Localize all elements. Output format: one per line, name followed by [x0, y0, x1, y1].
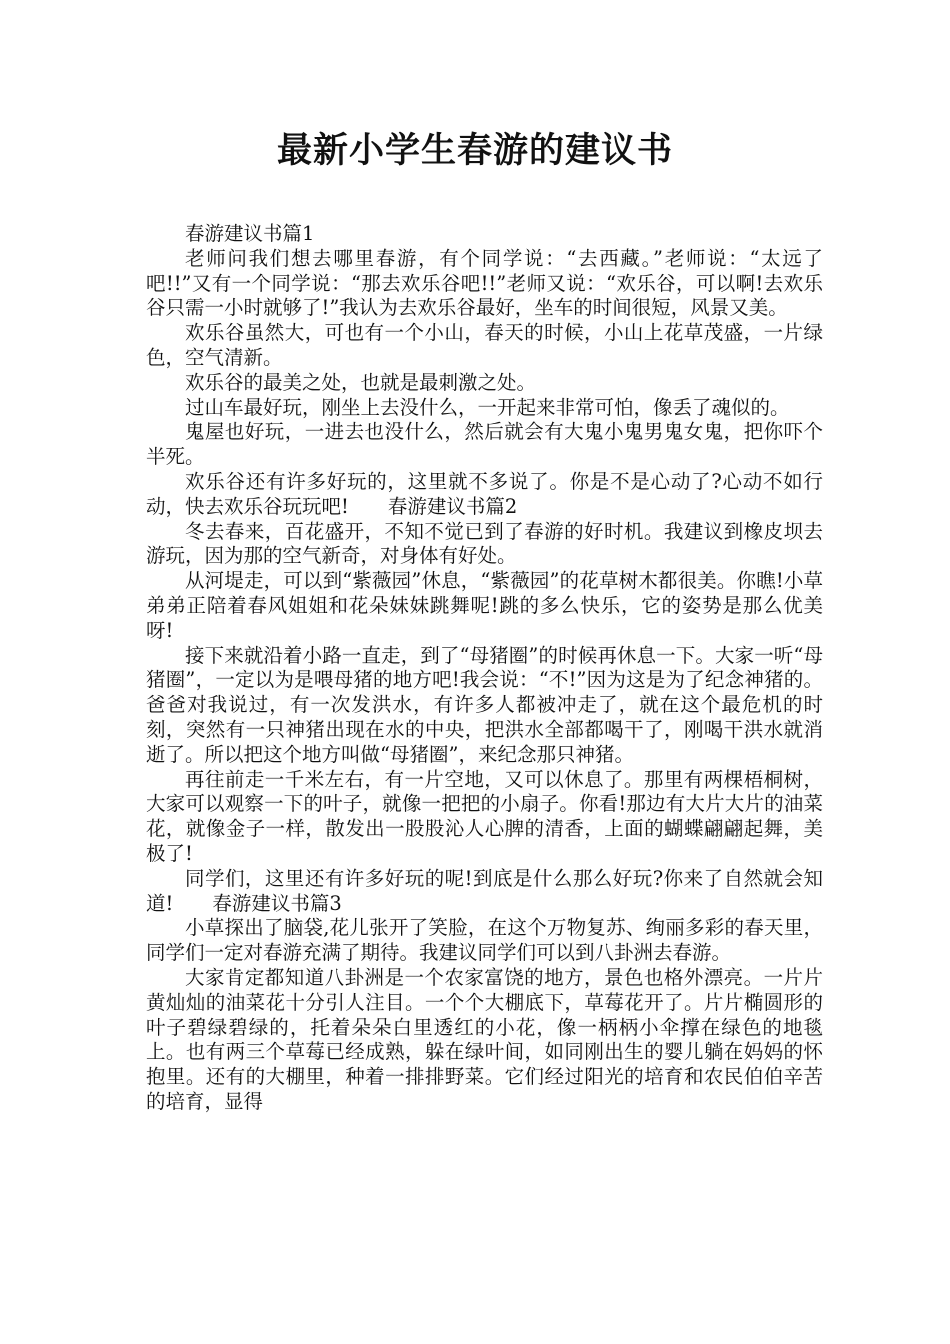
document-body: [146, 222, 823, 1115]
paragraph: 从河堤走，可以到“紫薇园”休息，“紫薇园”的花草树木都很美。你瞧!小草弟弟正陪着春风姐姐和花朵妹妹跳舞呢!跳的多么快乐，它的姿势是那么优美呀!: [146, 569, 823, 642]
paragraph-text: 欢乐谷还有许多好玩的，这里就不多说了。你是不是心动了?心动不如行动，快去欢乐谷玩玩吧!: [146, 469, 823, 518]
paragraph-with-heading: [146, 867, 823, 917]
paragraph: 欢乐谷虽然大，可也有一个小山，春天的时候，小山上花草茂盛，一片绿色，空气清新。: [146, 321, 823, 369]
paragraph: 大家肯定都知道八卦洲是一个农家富饶的地方，景色也格外漂亮。一片片黄灿灿的油菜花十分引人注目。一个个大棚底下，草莓花开了。片片椭圆形的叶子碧绿碧绿的，托着朵朵白里透红的小花，像一柄柄小伞撑在绿色的地毯上。也有两三个草莓已经成熟，躲在绿叶间，如同刚出生的婴儿躺在妈妈的怀抱里。还有的大棚里，种着一排排野菜。它们经过阳光的培育和农民伯伯辛苦的培育，显得: [146, 965, 823, 1113]
paragraph: 老师问我们想去哪里春游，有个同学说：“去西藏。”老师说：“太远了吧!!”又有一个同学说：“那去欢乐谷吧!!”老师又说：“欢乐谷，可以啊!去欢乐谷只需一小时就够了!”我认为去欢乐谷最好，坐车的时间很短，风景又美。: [146, 246, 823, 320]
section-heading: 春游建议书篇3: [212, 891, 342, 915]
paragraph: 欢乐谷的最美之处，也就是最刺激之处。: [185, 370, 537, 394]
paragraph: 冬去春来，百花盛开，不知不觉已到了春游的好时机。我建议到橡皮坝去游玩，因为那的空气新奇，对身体有好处。: [146, 519, 823, 568]
paragraph-text: 同学们，这里还有许多好玩的呢!到底是什么那么好玩?你来了自然就会知道!: [146, 866, 823, 915]
paragraph: 再往前走一千米左右，有一片空地，又可以休息了。那里有两棵梧桐树，大家可以观察一下的叶子，就像一把把的小扇子。你看!那边有大片大片的油菜花，就像金子一样，散发出一股股沁人心脾的清香，上面的蝴蝶翩翩起舞，美极了!: [146, 767, 823, 865]
paragraph: 接下来就沿着小路一直走，到了“母猪圈”的时候再休息一下。大家一听“母猪圈”，一定以为是喂母猪的地方吧!我会说：“不!”因为这是为了纪念神猪的。爸爸对我说过，有一次发洪水，有许多人都被冲走了，就在这个最危机的时刻，突然有一只神猪出现在水的中央，把洪水全部都喝干了，刚喝干洪水就消逝了。所以把这个地方叫做“母猪圈”，来纪念那只神猪。: [146, 643, 823, 766]
page-title: 最新小学生春游的建议书: [276, 131, 673, 171]
section-heading: 春游建议书篇2: [387, 494, 518, 518]
paragraph: 鬼屋也好玩，一进去也没什么，然后就会有大鬼小鬼男鬼女鬼，把你吓个半死。: [146, 420, 823, 469]
section-heading: 春游建议书篇1: [185, 222, 315, 245]
paragraph: 过山车最好玩，刚坐上去没什么，一开起来非常可怕，像丢了魂似的。: [185, 395, 790, 419]
paragraph-with-heading: [146, 470, 823, 520]
paragraph: 小草探出了脑袋,花儿张开了笑脸，在这个万物复苏、绚丽多彩的春天里，同学们一定对春游充满了期待。我建议同学们可以到八卦洲去春游。: [146, 916, 823, 965]
